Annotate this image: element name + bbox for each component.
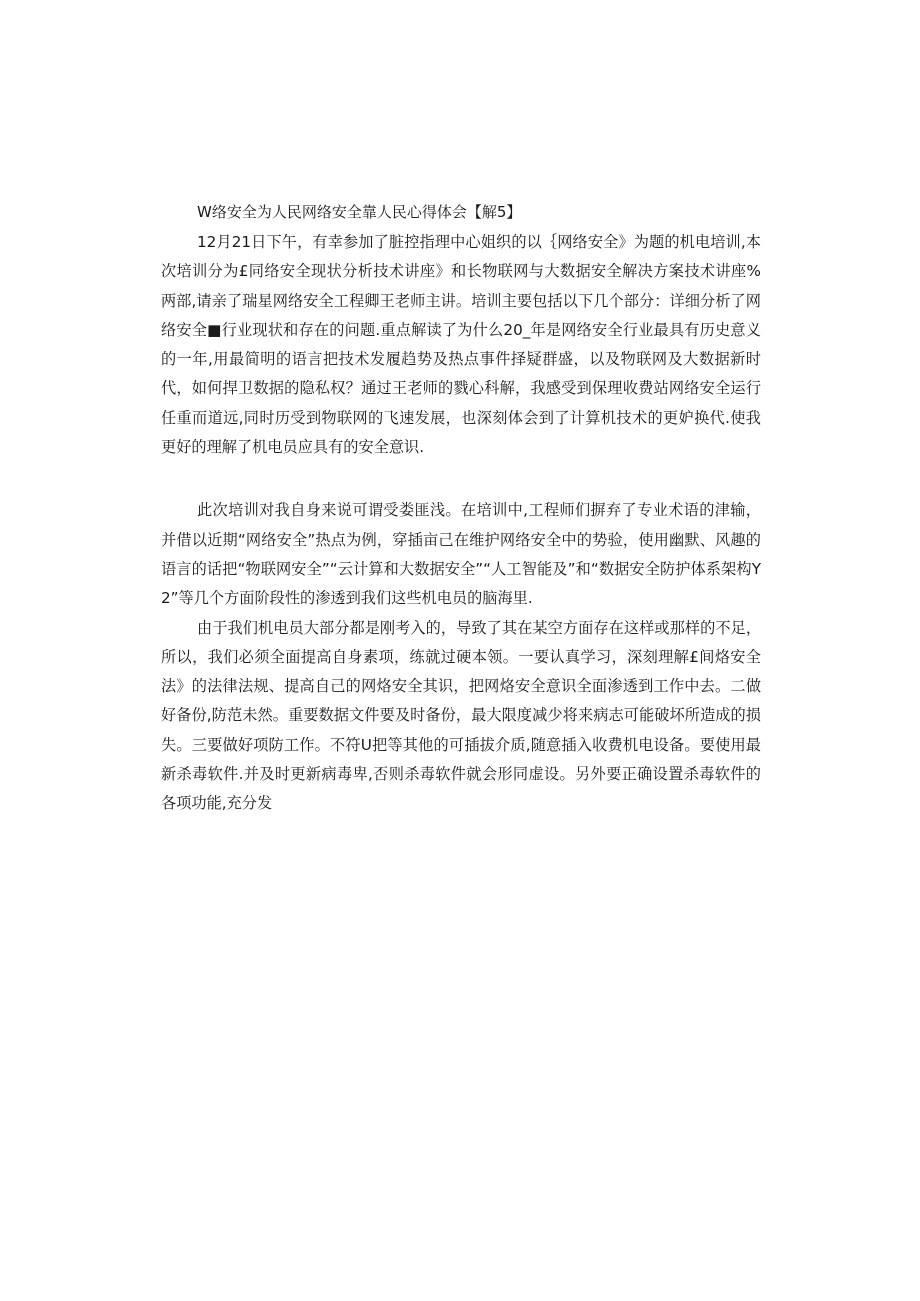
document-body xyxy=(161,198,761,819)
paragraph-gap xyxy=(161,462,761,496)
paragraph-2: 此次培训对我自身来说可谓受娄匪浅。在培训中,工程师们摒弃了专业术语的津输，并借以近期“网络安全”热点为例，穿插亩己在维护网络安全中的势验，使用幽默、风趣的语言的话把“物联网安全”“云计算和大数据安全”“人工智能及”和“数据安全防护体系架构Y2”等几个方面阶段性的渗透到我们这些机电员的脑海里. xyxy=(161,501,761,608)
paragraph-1: 12月21日下午，有幸参加了脏控指理中心姐织的以｛网络安全》为题的机电培训,本次培训分为£同络安全现状分析技术讲座》和长物联网与大数据安全解决方案技术讲座%两部,请亲了瑞星网络安全工程卿王老师主讲。培训主要包括以下几个部分：详细分析了网络安全■行业现状和存在的问题.重点解读了为什么20_年是网络安全行业最具有历史意义的一年,用最简明的语言把技术发履趋势及热点事件择疑群盛，以及物联网及大数据新时代，如何捍卫数据的隐私权？通过王老师的戮心科解，我感受到保理收费站网络安全运行任重而道远,同时历受到物联网的飞速发展，也深刻体会到了计算机技术的更妒换代.使我更好的理解了机电员应具有的安全意识. xyxy=(161,233,761,457)
document-title: W络安全为人民网络安全靠人民心得体会【解5】 xyxy=(197,203,522,221)
paragraph-3: 由于我们机电员大部分都是刚考入的，导致了其在某空方面存在这样或那样的不足，所以，我们必须全面提高自身素项，练就过硬本领。一要认真学习，深刻理解£间烙安全法》的法律法规、提高自己的网烙安全其识，把网烙安全意识全面渗透到工作中去。二做好备份,防范未然。重要数据文件要及时备份，最大限度减少将来病志可能破坏所造成的损失。三要做好项防工作。不符U把等其他的可插拔介质,随意插入收费机电设备。要使用最新杀毒软件.并及时更新病毒卑,否则杀毒软件就会形同虚设。另外要正确设置杀毒软件的各项功能,充分发 xyxy=(161,618,761,813)
